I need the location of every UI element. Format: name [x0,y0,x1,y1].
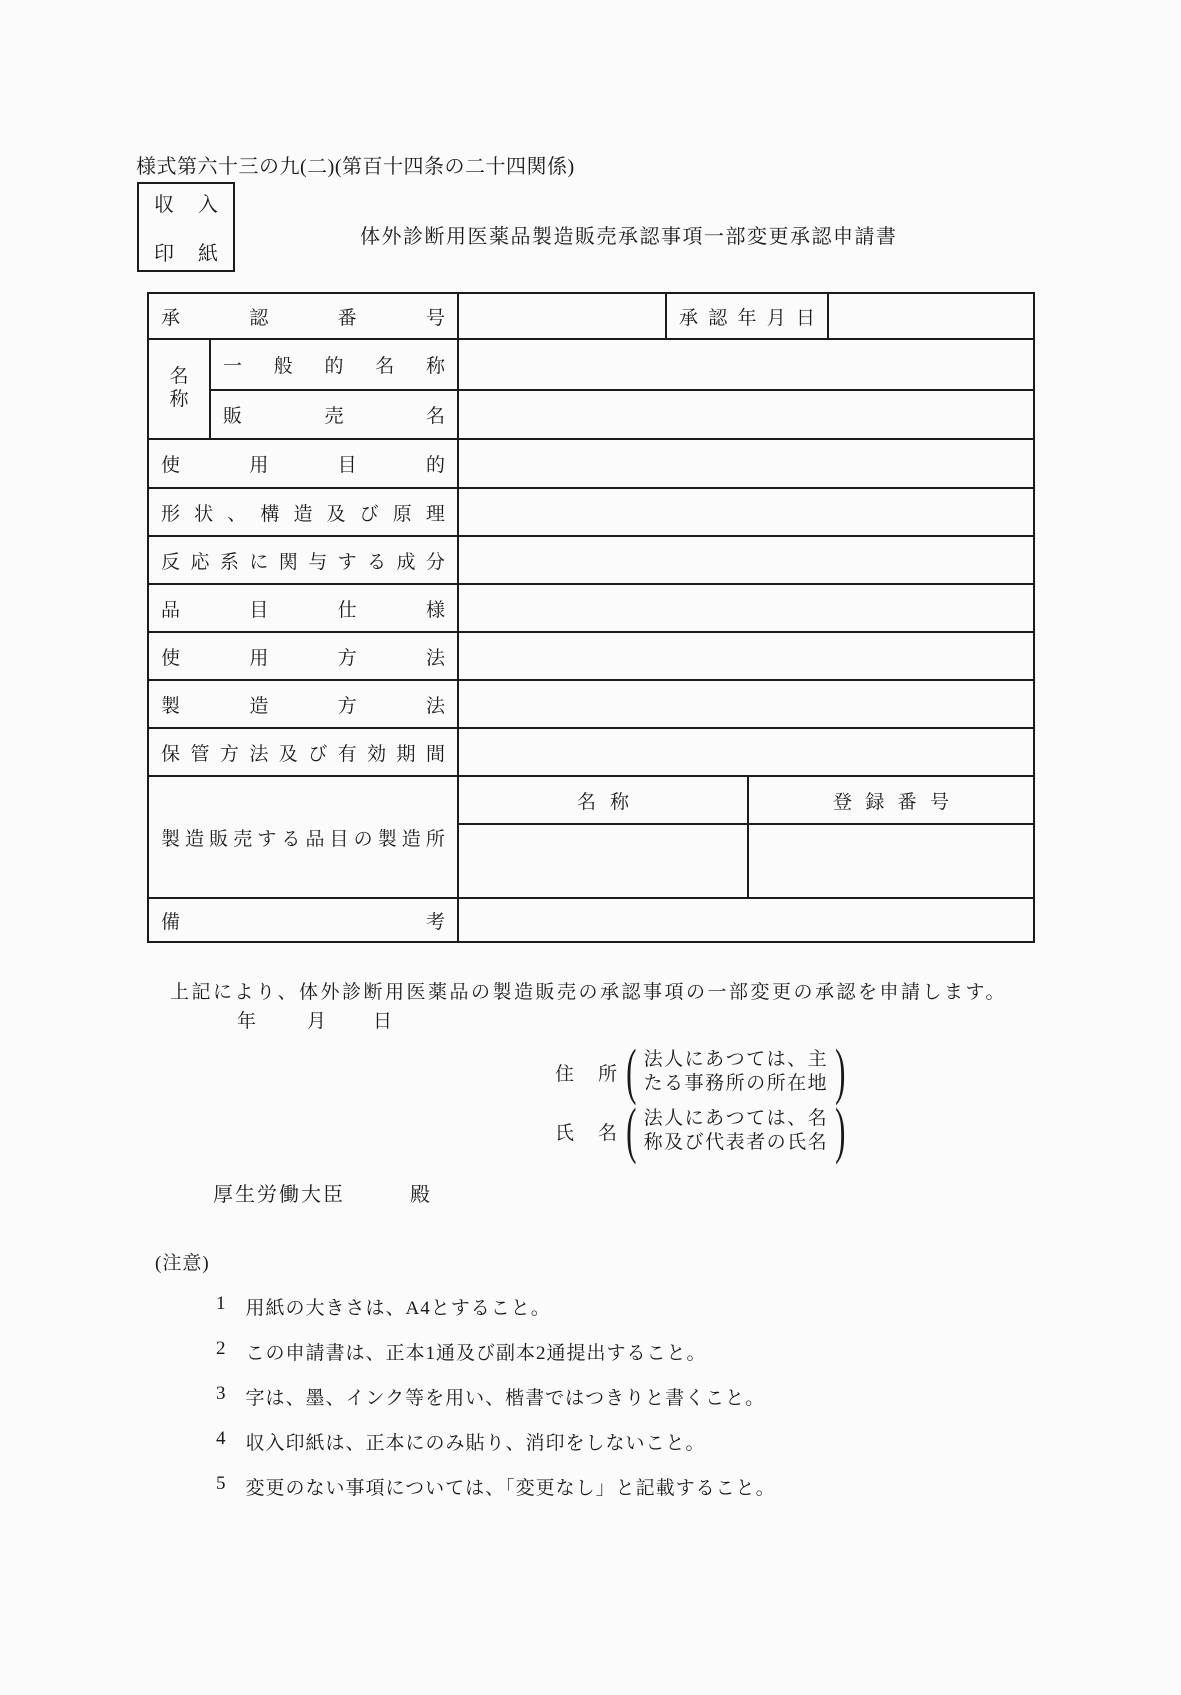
note-item-1 [216,1293,551,1320]
name-section-label-cell [148,339,210,439]
table-row [148,439,1034,488]
note-text: この申請書は、正本1通及び副本2通提出すること。 [245,1343,707,1364]
usage-method-label: 使 用 方 法 [161,647,445,669]
note-item-4 [216,1428,706,1455]
site-registration-label: 登 録 番 号 [833,791,949,813]
note-number: 3 [216,1383,226,1404]
table-row [148,728,1034,776]
brand-name-value-cell [458,390,1034,439]
usage-method-label-cell [148,632,458,680]
revenue-stamp-box [137,182,235,272]
item-spec-label: 品 目 仕 様 [161,599,445,621]
table-row [148,293,1034,339]
note-text: 用紙の大きさは、A4とすること。 [245,1298,551,1319]
note-number: 5 [216,1473,226,1494]
application-form-table [147,292,1035,943]
site-name-value-cell [458,824,748,898]
note-number: 4 [216,1428,226,1449]
form-number: 様式第六十三の九(二)(第百十四条の二十四関係) [136,156,575,178]
approval-date-label-cell [666,293,828,339]
manufacturing-site-label-cell [148,776,458,898]
note-item-3 [216,1383,765,1410]
generic-name-label-cell [210,339,458,390]
generic-name-value-cell [458,339,1034,390]
manufacturing-site-label: 製 造 販 売 す る 品 目 の 製 造 所 [161,828,445,850]
manufacturing-method-label-cell [148,680,458,728]
applicant-name-note-line1: 法人にあつては、名 [643,1108,829,1129]
table-row [148,488,1034,536]
site-registration-value-cell [748,824,1034,898]
reaction-components-value-cell [458,536,1034,584]
note-number: 2 [216,1338,226,1359]
note-number: 1 [216,1293,226,1314]
table-row [148,776,1034,824]
date-year-label: 年 [237,1011,257,1032]
table-row [148,339,1034,390]
shape-structure-label-cell [148,488,458,536]
table-row [148,390,1034,439]
intended-use-label: 使 用 目 的 [161,455,445,476]
manufacturing-method-label: 製 造 方 法 [161,695,445,717]
minister-honorific: 殿 [410,1184,430,1206]
reaction-components-label-cell [148,536,458,584]
manufacturing-method-value-cell [458,680,1034,728]
note-text: 収入印紙は、正本にのみ貼り、消印をしないこと。 [245,1433,706,1454]
approval-number-label: 承 認 番 号 [161,307,445,329]
address-paren-open: ( [626,1038,637,1106]
item-spec-value-cell [458,584,1034,632]
storage-validity-value-cell [458,728,1034,776]
storage-validity-label-cell [148,728,458,776]
note-text: 変更のない事項については、「変更なし」と記載すること。 [245,1478,776,1499]
brand-name-label: 販 売 名 [223,406,445,427]
date-month-label: 月 [307,1011,327,1032]
site-name-label: 名 称 [577,791,629,813]
application-statement: 上記により、体外診断用医薬品の製造販売の承認事項の一部変更の承認を申請します。 [170,982,1007,1003]
intended-use-value-cell [458,439,1034,488]
revenue-stamp-line1: 収 入 [154,194,218,216]
name-section-label: 名 称 [169,366,189,410]
table-row [148,584,1034,632]
shape-structure-label: 形 状 、 構 造 及 び 原 理 [161,503,445,525]
remarks-label: 備 考 [161,911,445,933]
date-day-label: 日 [373,1011,393,1032]
storage-validity-label: 保 管 方 法 及 び 有 効 期 間 [161,743,445,765]
address-row [555,1038,851,1106]
revenue-stamp-line2: 印 紙 [154,243,218,265]
name-paren-open: ( [626,1097,637,1165]
page-title: 体外診断用医薬品製造販売承認事項一部変更承認申請書 [360,226,898,248]
reaction-components-label: 反 応 系 に 関 与 す る 成 分 [161,551,445,573]
note-item-2 [216,1338,707,1365]
applicant-name-label: 氏 名 [555,1122,617,1144]
address-note-line1: 法人にあつては、主 [643,1049,829,1070]
generic-name-label: 一 般 的 名 称 [223,356,445,377]
applicant-name-note [642,1107,831,1155]
approval-number-label-cell [148,293,458,339]
shape-structure-value-cell [458,488,1034,536]
minister-title: 厚生労働大臣 [213,1184,345,1206]
notes-heading: (注意) [155,1253,210,1274]
approval-date-label: 承 認 年 月 日 [679,307,816,329]
applicant-name-row [555,1097,851,1165]
approval-number-value-cell [458,293,666,339]
note-text: 字は、墨、インク等を用い、楷書ではつきりと書くこと。 [245,1388,766,1409]
table-row [148,632,1034,680]
remarks-value-cell [458,898,1034,942]
name-paren-close: ) [835,1097,846,1165]
note-item-5 [216,1473,776,1500]
brand-name-label-cell [210,390,458,439]
approval-date-value-cell [828,293,1034,339]
usage-method-value-cell [458,632,1034,680]
table-row [148,536,1034,584]
table-row [148,680,1034,728]
address-label: 住 所 [555,1063,617,1085]
address-paren-close: ) [835,1038,846,1106]
item-spec-label-cell [148,584,458,632]
applicant-name-note-line2: 称及び代表者の氏名 [643,1132,829,1153]
address-note [642,1048,831,1096]
site-registration-header-cell [748,776,1034,824]
address-note-line2: たる事務所の所在地 [643,1073,829,1094]
site-name-header-cell [458,776,748,824]
table-row [148,898,1034,942]
remarks-label-cell [148,898,458,942]
intended-use-label-cell [148,439,458,488]
